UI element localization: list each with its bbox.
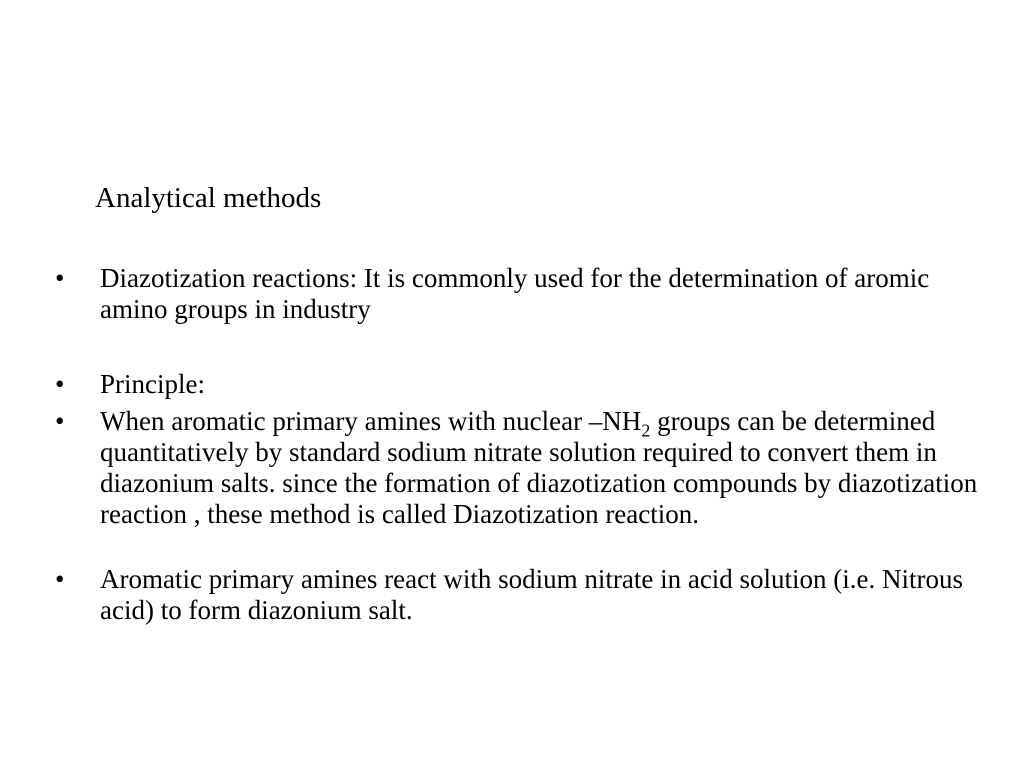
bullet-text: Aromatic primary amines react with sodium nitrate in acid solution (i.e. Nitrous acid) to form diazonium salt. <box>100 564 964 625</box>
bullet-principle <box>55 369 985 400</box>
bullet-marker-icon: • <box>55 406 65 436</box>
bullet-text-before-subscript: When aromatic primary amines with nuclear –NH <box>100 406 642 436</box>
bullet-aromatic-amines-determination <box>55 406 985 530</box>
bullet-text: Diazotization reactions: It is commonly used for the determination of aromic amino groups in industry <box>100 263 930 324</box>
bullet-marker-icon: • <box>55 564 65 594</box>
bullet-diazotization-reactions <box>55 263 985 325</box>
slide-title: Analytical methods <box>95 182 322 214</box>
bullet-diazonium-salt-formation <box>55 564 985 626</box>
bullet-marker-icon: • <box>55 263 65 293</box>
bullet-text: Principle: <box>100 369 205 399</box>
bullet-marker-icon: • <box>55 369 65 399</box>
nh2-subscript: 2 <box>641 420 651 441</box>
bullet-text-after-subscript: groups can be determined quantitatively by standard sodium nitrate solution required to convert them in diazonium salts. since the formation of diazotization compounds by diazotization reaction , these method is called Diazotization reaction. <box>100 406 978 529</box>
bullet-text <box>100 406 985 530</box>
